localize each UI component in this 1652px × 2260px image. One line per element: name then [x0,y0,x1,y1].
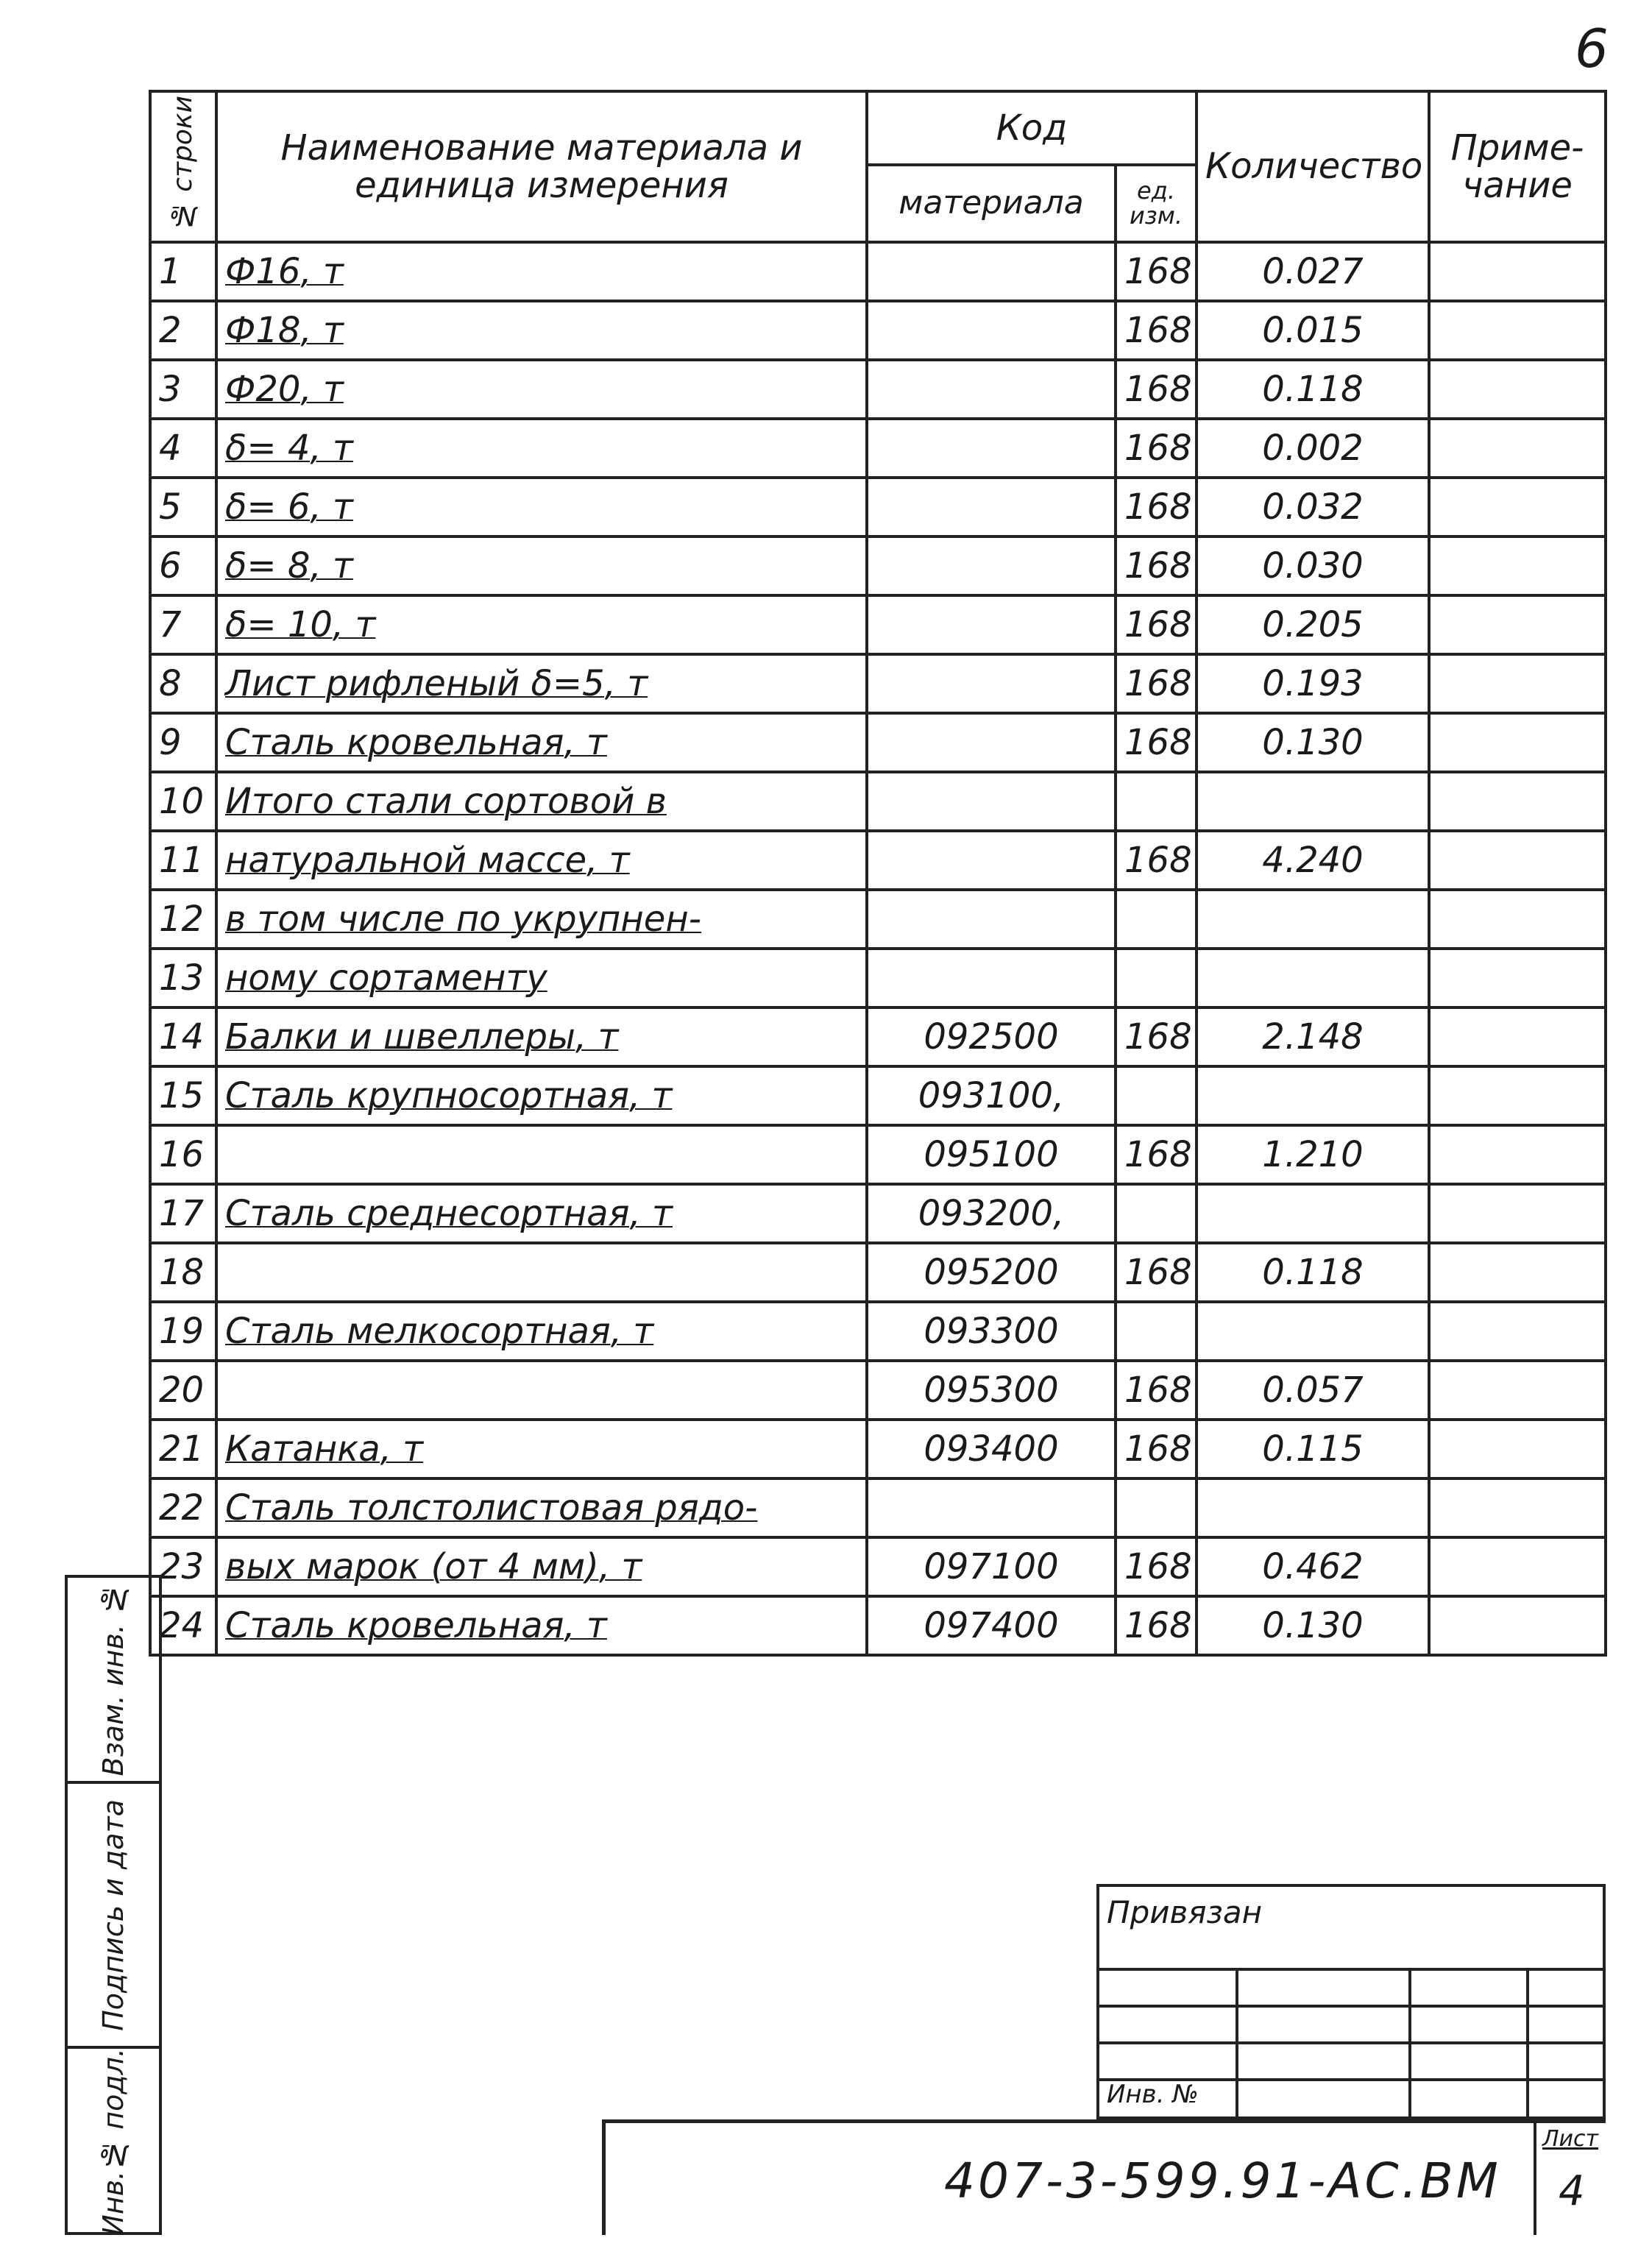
quantity-cell: 4.240 [1197,831,1429,890]
material-name-cell: δ= 4, т [216,419,867,478]
quantity-cell: 0.118 [1197,360,1429,419]
row-number-cell: 6 [150,536,216,595]
quantity-cell [1197,1478,1429,1537]
material-code-cell [867,242,1116,301]
unit-code-cell: 168 [1116,595,1197,654]
quantity-cell: 0.015 [1197,301,1429,360]
table-row [150,242,1606,301]
unit-code-cell [1116,1302,1197,1361]
quantity-cell [1197,1184,1429,1243]
table-row [150,1478,1606,1537]
unit-code-cell: 168 [1116,1361,1197,1420]
table-row [150,595,1606,654]
row-number-cell: 23 [150,1537,216,1596]
note-cell [1429,772,1606,831]
quantity-cell: 0.032 [1197,478,1429,536]
material-name-cell: Сталь кровельная, т [216,713,867,772]
row-number-cell: 9 [150,713,216,772]
header-material-name: Наименование материала и единица измерения [216,91,867,242]
table-row [150,1066,1606,1125]
page-number: 6 [1575,18,1609,79]
quantity-cell: 0.002 [1197,419,1429,478]
sheet-box [1534,2123,1606,2235]
row-number-cell: 21 [150,1420,216,1478]
quantity-cell [1197,1066,1429,1125]
table-row [150,1361,1606,1420]
note-cell [1429,242,1606,301]
approval-side-strip [65,1575,162,2235]
binding-stamp [1096,1884,1606,2119]
table-row [150,478,1606,536]
note-cell [1429,419,1606,478]
quantity-cell: 0.205 [1197,595,1429,654]
sign-date-cell: Подпись и дата [68,1784,159,2049]
note-cell [1429,301,1606,360]
quantity-cell: 0.030 [1197,536,1429,595]
quantity-cell [1197,772,1429,831]
note-cell [1429,1302,1606,1361]
row-number-cell: 14 [150,1007,216,1066]
title-block [602,2119,1606,2235]
row-number-cell: 3 [150,360,216,419]
note-cell [1429,713,1606,772]
material-code-cell [867,1478,1116,1537]
note-cell [1429,1007,1606,1066]
material-name-cell: Катанка, т [216,1420,867,1478]
table-row [150,1184,1606,1243]
material-code-cell [867,831,1116,890]
unit-code-cell: 168 [1116,1007,1197,1066]
table-row [150,536,1606,595]
note-cell [1429,1537,1606,1596]
table-row [150,301,1606,360]
unit-code-cell: 168 [1116,360,1197,419]
note-cell [1429,890,1606,949]
unit-code-cell [1116,772,1197,831]
material-name-cell: δ= 10, т [216,595,867,654]
material-name-cell: ному сортаменту [216,949,867,1007]
unit-code-cell: 168 [1116,1420,1197,1478]
note-cell [1429,1066,1606,1125]
material-name-cell: δ= 6, т [216,478,867,536]
material-name-cell: Итого стали сортовой в [216,772,867,831]
material-code-cell [867,713,1116,772]
unit-code-cell: 168 [1116,1537,1197,1596]
material-code-cell: 095300 [867,1361,1116,1420]
stamp-inv-label: Инв. № [1107,2080,1199,2109]
row-number-cell: 15 [150,1066,216,1125]
table-row [150,1125,1606,1184]
quantity-cell: 0.027 [1197,242,1429,301]
stamp-attached-label: Привязан [1107,1894,1263,1930]
table-row [150,1243,1606,1302]
materials-table [149,90,1607,1657]
row-number-cell: 16 [150,1125,216,1184]
quantity-cell: 0.462 [1197,1537,1429,1596]
row-number-cell: 4 [150,419,216,478]
unit-code-cell [1116,1184,1197,1243]
row-number-cell: 11 [150,831,216,890]
material-code-cell: 095200 [867,1243,1116,1302]
material-name-cell [216,1243,867,1302]
material-code-cell: 093300 [867,1302,1116,1361]
row-number-cell: 19 [150,1302,216,1361]
note-cell [1429,654,1606,713]
note-cell [1429,1596,1606,1655]
material-code-cell [867,419,1116,478]
note-cell [1429,360,1606,419]
table-row [150,713,1606,772]
row-number-cell: 20 [150,1361,216,1420]
material-code-cell: 092500 [867,1007,1116,1066]
quantity-cell: 0.130 [1197,1596,1429,1655]
note-cell [1429,1125,1606,1184]
material-name-cell: Сталь среднесортная, т [216,1184,867,1243]
table-row [150,654,1606,713]
row-number-cell: 22 [150,1478,216,1537]
note-cell [1429,536,1606,595]
note-cell [1429,478,1606,536]
material-name-cell [216,1125,867,1184]
material-code-cell [867,478,1116,536]
material-name-cell: вых марок (от 4 мм), т [216,1537,867,1596]
row-number-cell: 24 [150,1596,216,1655]
unit-code-cell: 168 [1116,654,1197,713]
table-row [150,1537,1606,1596]
material-name-cell: Сталь мелкосортная, т [216,1302,867,1361]
row-number-cell: 18 [150,1243,216,1302]
unit-code-cell [1116,1066,1197,1125]
unit-code-cell: 168 [1116,419,1197,478]
note-cell [1429,1478,1606,1537]
table-row [150,1007,1606,1066]
row-number-cell: 8 [150,654,216,713]
material-code-cell [867,301,1116,360]
table-row [150,360,1606,419]
row-number-cell: 12 [150,890,216,949]
unit-code-cell [1116,1478,1197,1537]
table-row [150,831,1606,890]
quantity-cell: 1.210 [1197,1125,1429,1184]
quantity-cell [1197,1302,1429,1361]
material-code-cell: 093100, [867,1066,1116,1125]
material-code-cell: 093200, [867,1184,1116,1243]
material-name-cell: Балки и швеллеры, т [216,1007,867,1066]
sheet-number: 4 [1559,2167,1585,2215]
material-name-cell: Ф16, т [216,242,867,301]
table-row [150,949,1606,1007]
material-name-cell: Сталь толстолистовая рядо- [216,1478,867,1537]
material-code-cell [867,654,1116,713]
material-name-cell: Сталь кровельная, т [216,1596,867,1655]
quantity-cell: 0.118 [1197,1243,1429,1302]
material-code-cell: 097100 [867,1537,1116,1596]
header-code-material: материала [867,165,1116,242]
quantity-cell: 0.130 [1197,713,1429,772]
material-name-cell [216,1361,867,1420]
material-code-cell [867,772,1116,831]
inv-orig-cell: Инв.№ подл. [97,2048,130,2236]
table-row [150,1302,1606,1361]
material-name-cell: Ф20, т [216,360,867,419]
material-name-cell: Сталь крупносортная, т [216,1066,867,1125]
material-code-cell [867,360,1116,419]
quantity-cell: 0.057 [1197,1361,1429,1420]
note-cell [1429,949,1606,1007]
unit-code-cell: 168 [1116,536,1197,595]
material-name-cell: в том числе по укрупнен- [216,890,867,949]
row-number-cell: 17 [150,1184,216,1243]
material-name-cell: Лист рифленый δ=5, т [216,654,867,713]
unit-code-cell: 168 [1116,1596,1197,1655]
quantity-cell [1197,949,1429,1007]
note-cell [1429,1420,1606,1478]
sheet-label: Лист [1542,2126,1599,2152]
unit-code-cell: 168 [1116,1125,1197,1184]
row-number-cell: 1 [150,242,216,301]
quantity-cell [1197,890,1429,949]
unit-code-cell: 168 [1116,478,1197,536]
unit-code-cell: 168 [1116,831,1197,890]
unit-code-cell: 168 [1116,713,1197,772]
unit-code-cell [1116,949,1197,1007]
quantity-cell: 0.115 [1197,1420,1429,1478]
material-name-cell: δ= 8, т [216,536,867,595]
material-code-cell: 093400 [867,1420,1116,1478]
note-cell [1429,1361,1606,1420]
table-row [150,1596,1606,1655]
material-code-cell [867,949,1116,1007]
note-cell [1429,595,1606,654]
material-code-cell [867,890,1116,949]
row-number-cell: 5 [150,478,216,536]
table-row [150,772,1606,831]
material-code-cell: 095100 [867,1125,1116,1184]
material-name-cell: натуральной массе, т [216,831,867,890]
header-code: Код [867,91,1197,165]
header-note: Приме- чание [1429,91,1606,242]
row-number-cell: 13 [150,949,216,1007]
header-quantity: Количество [1197,91,1429,242]
table-row [150,890,1606,949]
unit-code-cell: 168 [1116,242,1197,301]
unit-code-cell [1116,890,1197,949]
header-row-number: № строки [150,91,216,242]
inv-replace-cell: Взам. инв. № [68,1578,159,1784]
unit-code-cell: 168 [1116,1243,1197,1302]
material-code-cell [867,595,1116,654]
row-number-cell: 7 [150,595,216,654]
table-row [150,1420,1606,1478]
header-code-unit: ед. изм. [1116,165,1197,242]
material-code-cell [867,536,1116,595]
note-cell [1429,1243,1606,1302]
unit-code-cell: 168 [1116,301,1197,360]
note-cell [1429,1184,1606,1243]
row-number-cell: 10 [150,772,216,831]
quantity-cell: 0.193 [1197,654,1429,713]
row-number-cell: 2 [150,301,216,360]
quantity-cell: 2.148 [1197,1007,1429,1066]
material-name-cell: Ф18, т [216,301,867,360]
note-cell [1429,831,1606,890]
material-code-cell: 097400 [867,1596,1116,1655]
document-code: 407-3-599.91-АС.ВМ [944,2153,1501,2209]
table-row [150,419,1606,478]
